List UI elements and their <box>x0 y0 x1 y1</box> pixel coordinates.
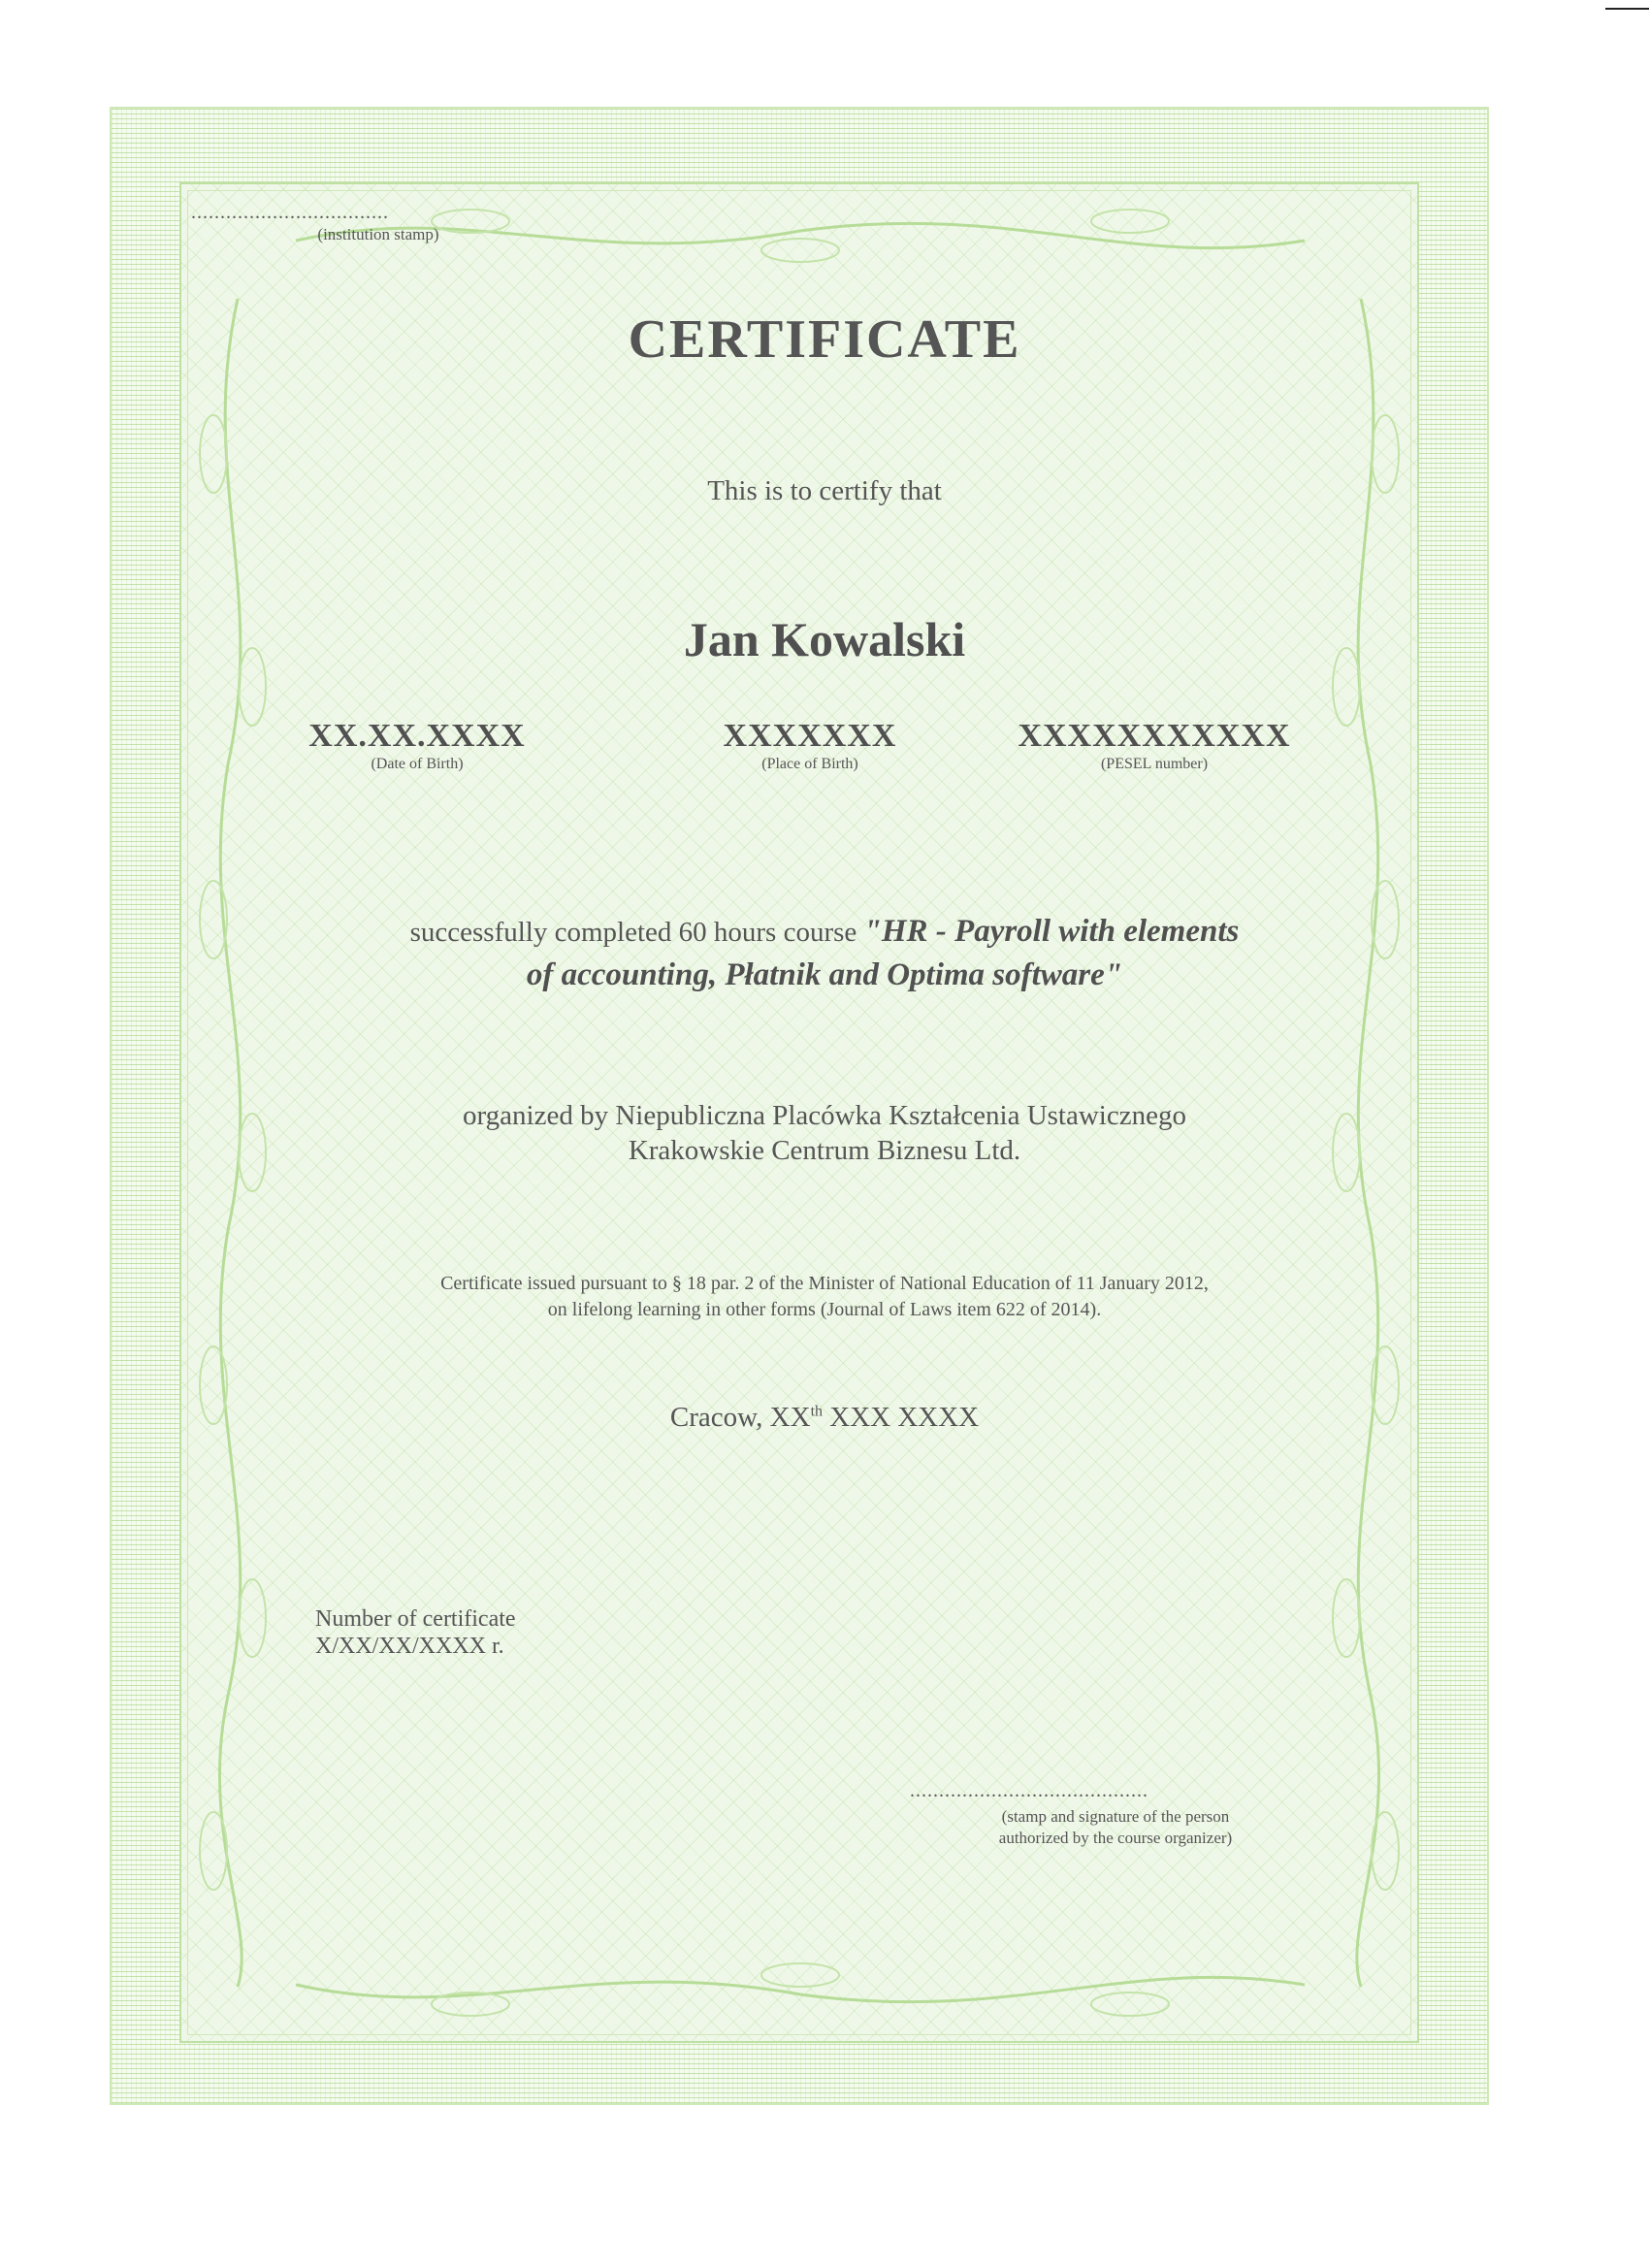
course-statement <box>291 910 1358 997</box>
certificate-number-label: Number of certificate <box>315 1606 516 1632</box>
place-date-prefix: Cracow, XX <box>669 1402 811 1433</box>
certificate-title: CERTIFICATE <box>628 309 1021 370</box>
place-date-superscript: th <box>810 1403 824 1420</box>
certificate-number-value: X/XX/XX/XXXX r. <box>315 1634 504 1659</box>
signature-caption-line2: authorized by the course organizer) <box>998 1829 1233 1847</box>
course-name-line1: "HR - Payroll with elements <box>863 914 1240 949</box>
institution-stamp-dotted-line: .................................. <box>191 202 389 223</box>
signature-dotted-line: ......................................... <box>910 1780 1148 1801</box>
date-of-birth-caption: (Date of Birth) <box>371 756 464 772</box>
course-name-line2: of accounting, Płatnik and Optima software" <box>526 957 1123 992</box>
institution-stamp-caption: (institution stamp) <box>317 225 439 243</box>
place-of-birth-caption: (Place of Birth) <box>761 756 858 772</box>
date-of-birth-field <box>291 720 543 773</box>
place-of-birth-value: XXXXXXX <box>723 718 897 754</box>
signature-caption-line1: (stamp and signature of the person <box>1001 1807 1230 1826</box>
place-and-date <box>0 1402 1649 1434</box>
pesel-field <box>1009 720 1300 773</box>
scan-edge-mark <box>1605 8 1649 10</box>
date-of-birth-value: XX.XX.XXXX <box>308 718 526 754</box>
pesel-value: XXXXXXXXXXX <box>1018 718 1291 754</box>
certificate-number <box>315 1605 516 1660</box>
legal-basis <box>0 1271 1649 1323</box>
organizer-line2: Krakowskie Centrum Biznesu Ltd. <box>628 1135 1021 1166</box>
place-of-birth-field <box>684 720 936 773</box>
organizer-line1: organized by Niepubliczna Placówka Kształcenia Ustawicznego <box>463 1100 1186 1131</box>
place-date-suffix: XXX XXXX <box>823 1402 980 1433</box>
certify-text: This is to certify that <box>707 475 942 506</box>
legal-line1: Certificate issued pursuant to § 18 par. 2 of the Minister of National Education of 11 January 2012, <box>440 1273 1209 1294</box>
course-prefix: successfully completed 60 hours course <box>409 917 857 948</box>
legal-line2: on lifelong learning in other forms (Journal of Laws item 622 of 2014). <box>547 1299 1102 1320</box>
recipient-name: Jan Kowalski <box>683 612 966 666</box>
signature-caption <box>912 1806 1319 1849</box>
pesel-caption: (PESEL number) <box>1100 756 1209 772</box>
organizer-statement <box>0 1098 1649 1168</box>
